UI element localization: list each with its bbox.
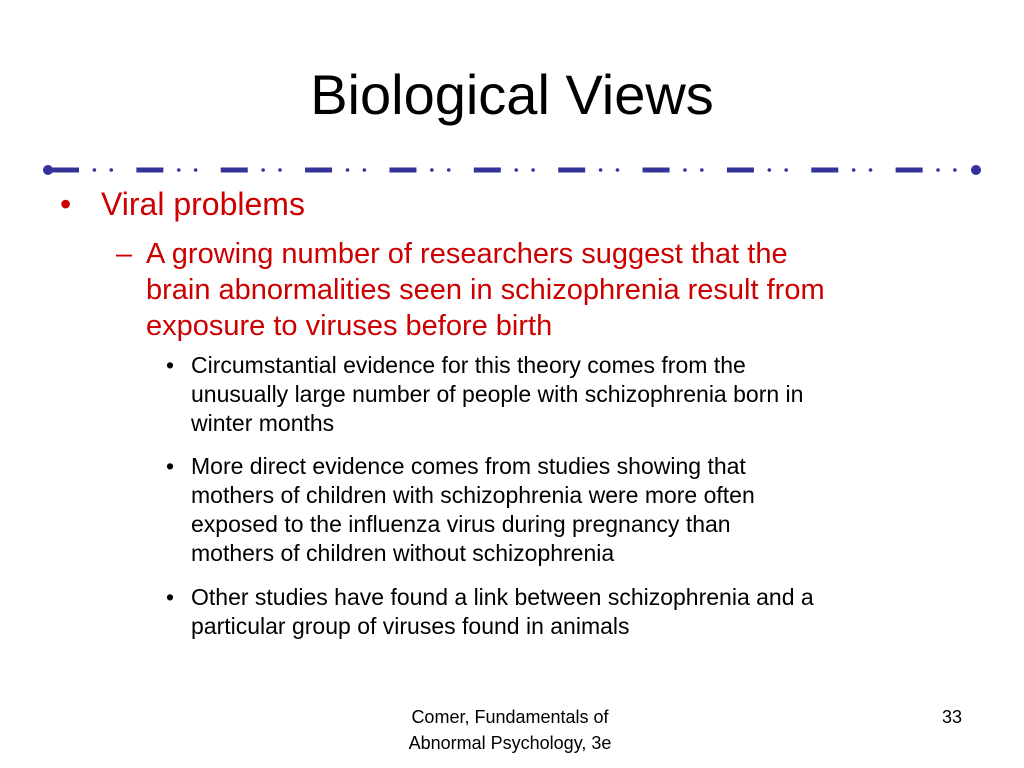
bullet-marker: • xyxy=(166,453,175,479)
text-line: unusually large number of people with schizophrenia born in xyxy=(191,381,804,407)
bullet-text-block xyxy=(191,452,966,568)
bullet-text-block xyxy=(191,351,966,438)
text-line: particular group of viruses found in animals xyxy=(191,613,630,639)
footer-source-line: Comer, Fundamentals of xyxy=(411,707,609,727)
dash-marker: – xyxy=(116,238,133,270)
bullet-marker: • xyxy=(60,186,72,222)
bullet-text-block xyxy=(191,583,966,641)
text-line: winter months xyxy=(191,410,335,436)
bullet-marker: • xyxy=(166,352,175,378)
text-line: mothers of children with schizophrenia were more often xyxy=(191,482,755,508)
text-line: Other studies have found a link between schizophrenia and a xyxy=(191,584,814,610)
text-line: mothers of children without schizophrenia xyxy=(191,540,615,566)
text-line: More direct evidence comes from studies showing that xyxy=(191,453,746,479)
bullet-marker: • xyxy=(166,584,175,610)
footer-source xyxy=(360,704,660,756)
text-line: brain abnormalities seen in schizophrenia result from xyxy=(146,274,825,306)
bullet-text-block xyxy=(146,236,956,344)
text-line: exposed to the influenza virus during pregnancy than xyxy=(191,511,731,537)
text-line: A growing number of researchers suggest that the xyxy=(146,238,788,270)
footer-source-line: Abnormal Psychology, 3e xyxy=(408,733,612,753)
text-line: exposure to viruses before birth xyxy=(146,310,553,342)
slide-title: Biological Views xyxy=(310,63,714,126)
page-number: 33 xyxy=(941,707,962,727)
text-line: Circumstantial evidence for this theory comes from the xyxy=(191,352,746,378)
bullet-text: Viral problems xyxy=(101,186,305,222)
